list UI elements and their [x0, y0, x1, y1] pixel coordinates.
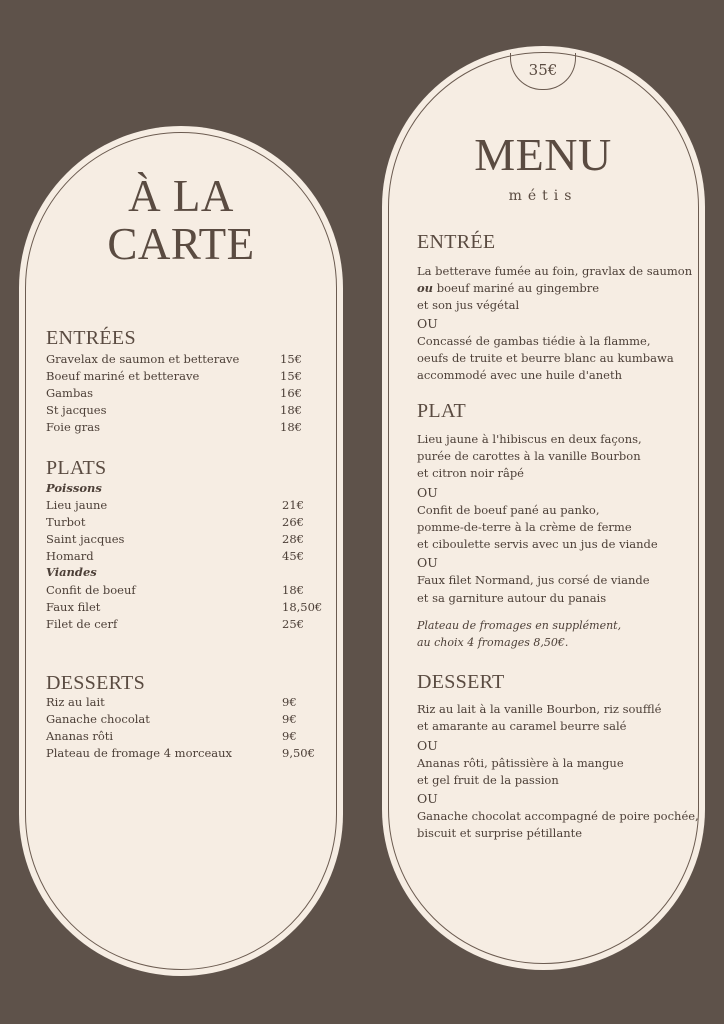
dessert-heading: DESSERT	[417, 671, 505, 693]
plat-heading: PLAT	[417, 400, 466, 422]
menu-subtitle: métis	[508, 188, 578, 204]
item-name: St jacques	[46, 403, 107, 417]
plat-line: Confit de boeuf pané au panko,	[417, 503, 600, 517]
cheese-note: Plateau de fromages en supplément,	[417, 619, 622, 632]
or-separator: OU	[417, 791, 438, 806]
item-name: Riz au lait	[46, 695, 105, 709]
menu-item	[46, 548, 304, 565]
menu-item	[46, 419, 302, 436]
item-name: Foie gras	[46, 420, 101, 434]
plats-heading: PLATS	[46, 457, 107, 479]
or-separator: OU	[417, 555, 438, 570]
entree-line: La betterave fumée au foin, gravlax de saumon	[417, 264, 693, 278]
poissons-label: Poissons	[46, 481, 102, 495]
desserts-heading: DESSERTS	[46, 672, 146, 694]
menu-item	[46, 385, 302, 402]
entree-line-text: boeuf mariné au gingembre	[433, 281, 600, 295]
entree-line: oeufs de truite et beurre blanc au kumbawa	[417, 351, 674, 365]
alacarte-title-line1: À LA	[128, 171, 234, 221]
menu-item	[46, 531, 304, 548]
alacarte-title-line2: CARTE	[107, 219, 255, 269]
menu-price-badge: 35€	[510, 53, 576, 90]
entree-heading: ENTRÉE	[417, 231, 496, 253]
item-name: Ganache chocolat	[46, 712, 150, 726]
dessert-line: Riz au lait à la vanille Bourbon, riz soufflé	[417, 702, 662, 716]
item-price: 26€	[282, 515, 304, 529]
item-price: 25€	[282, 617, 304, 631]
plat-line: purée de carottes à la vanille Bourbon	[417, 449, 641, 463]
item-name: Ananas rôti	[46, 729, 114, 743]
menu-title: MENU	[474, 129, 612, 180]
plat-line: Lieu jaune à l'hibiscus en deux façons,	[417, 432, 642, 446]
viandes-label: Viandes	[46, 565, 97, 579]
plat-line: et ciboulette servis avec un jus de viande	[417, 537, 658, 551]
item-price: 28€	[282, 532, 304, 546]
plat-line: pomme-de-terre à la crème de ferme	[417, 520, 632, 534]
plat-line: et citron noir râpé	[417, 466, 524, 480]
menu-item	[46, 514, 304, 531]
item-price: 9€	[282, 712, 297, 726]
menu-item	[46, 582, 304, 599]
item-price: 18€	[282, 583, 304, 597]
dessert-line: Ananas rôti, pâtissière à la mangue	[417, 756, 624, 770]
item-price: 9,50€	[282, 746, 315, 760]
alacarte-title	[60, 172, 302, 268]
item-price: 21€	[282, 498, 304, 512]
entrees-heading: ENTRÉES	[46, 327, 136, 349]
item-name: Confit de boeuf	[46, 583, 136, 597]
item-price: 9€	[282, 729, 297, 743]
item-price: 18€	[280, 420, 302, 434]
item-name: Boeuf mariné et betterave	[46, 369, 200, 383]
menu-item	[46, 368, 302, 385]
entree-line: Concassé de gambas tiédie à la flamme,	[417, 334, 651, 348]
item-price: 9€	[282, 695, 297, 709]
item-price: 18€	[280, 403, 302, 417]
item-name: Gravelax de saumon et betterave	[46, 352, 240, 366]
or-separator: OU	[417, 738, 438, 753]
item-name: Gambas	[46, 386, 94, 400]
item-name: Saint jacques	[46, 532, 125, 546]
item-name: Faux filet	[46, 600, 101, 614]
menu-item	[46, 497, 304, 514]
menu-item	[46, 599, 323, 616]
item-price: 16€	[280, 386, 302, 400]
plat-line: Faux filet Normand, jus corsé de viande	[417, 573, 650, 587]
item-price: 15€	[280, 352, 302, 366]
menu-item	[46, 711, 297, 728]
or-separator: OU	[417, 485, 438, 500]
menu-item	[46, 728, 297, 745]
menu-item	[46, 616, 304, 633]
item-name: Filet de cerf	[46, 617, 118, 631]
dessert-line: Ganache chocolat accompagné de poire pochée,	[417, 809, 699, 823]
item-name: Lieu jaune	[46, 498, 108, 512]
item-price: 18,50€	[282, 600, 323, 614]
menu-item	[46, 351, 302, 368]
item-name: Turbot	[46, 515, 86, 529]
item-price: 45€	[282, 549, 304, 563]
cheese-note: au choix 4 fromages 8,50€.	[417, 636, 569, 649]
menu-item	[46, 745, 315, 762]
entree-line: et son jus végétal	[417, 298, 520, 312]
plat-line: et sa garniture autour du panais	[417, 591, 607, 605]
menu-item	[46, 402, 302, 419]
item-name: Plateau de fromage 4 morceaux	[46, 746, 232, 760]
dessert-line: et amarante au caramel beurre salé	[417, 719, 627, 733]
entree-line	[417, 280, 599, 297]
dessert-line: biscuit et surprise pétillante	[417, 826, 583, 840]
item-price: 15€	[280, 369, 302, 383]
item-name: Homard	[46, 549, 94, 563]
ou-italic: ou	[417, 281, 434, 295]
entree-line: accommodé avec une huile d'aneth	[417, 368, 622, 382]
dessert-line: et gel fruit de la passion	[417, 773, 559, 787]
or-separator: OU	[417, 316, 438, 331]
menu-item	[46, 694, 297, 711]
